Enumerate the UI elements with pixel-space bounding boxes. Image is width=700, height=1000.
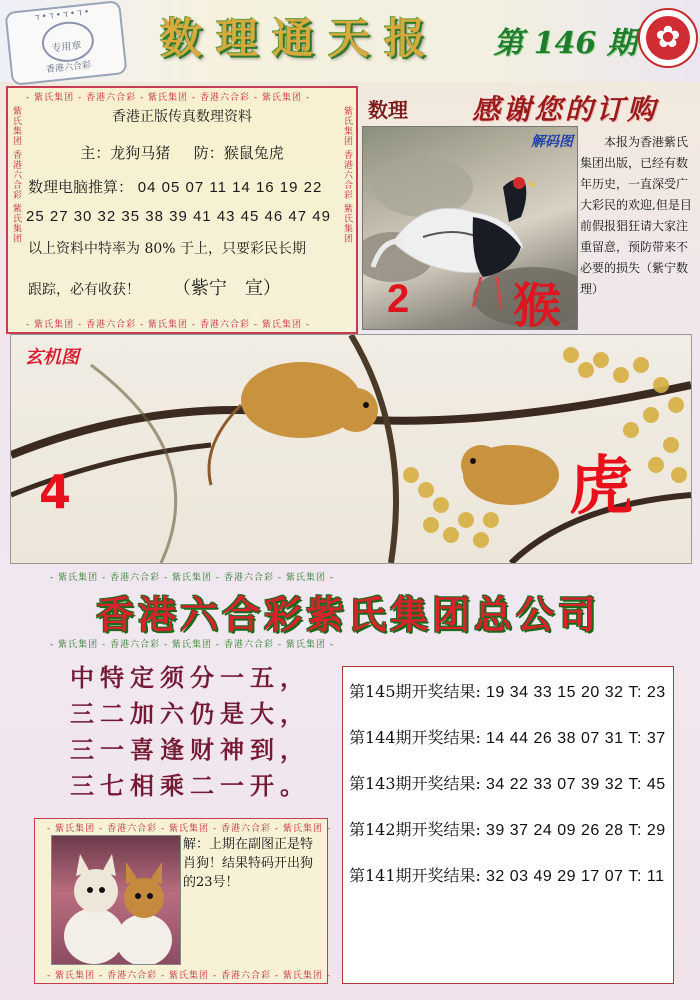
info-claim: 以上资料中特率为 80% 于上，只要彩民长期 xyxy=(28,241,307,257)
past-result-text: 解：上期在副图正是特肖狗！结果特码开出狗的23号！ xyxy=(183,837,314,890)
frame-bottom-text: - 紫氏集团 - 香港六合彩 - 紫氏集团 - 香港六合彩 - 紫氏集团 - xyxy=(26,320,311,330)
decode-label: 解码图 xyxy=(531,134,573,150)
info-numbers-2: 25 27 30 32 35 38 39 41 43 45 46 47 49 xyxy=(26,208,331,225)
info-numbers-1: 04 05 07 11 14 16 19 22 xyxy=(137,179,323,196)
newspaper-title: 数理通天报 xyxy=(159,14,440,63)
result-label: 第143期开奖结果: xyxy=(349,774,481,793)
poem-line-2: 三二加六仍是大， xyxy=(70,699,310,728)
result-label: 第144期开奖结果: xyxy=(349,728,481,747)
frame-top-text: - 紫氏集团 - 香港六合彩 - 紫氏集团 - 香港六合彩 - 紫氏集团 - xyxy=(26,93,311,103)
result-numbers: 32 03 49 29 17 07 T: 11 xyxy=(486,868,665,885)
banner-title: 香港六合彩紫氏集团总公司 xyxy=(95,592,600,637)
decode-picture xyxy=(362,126,578,330)
info-computer-label: 数理电脑推算： xyxy=(28,178,134,196)
mystery-zodiac: 虎 xyxy=(569,449,633,524)
mystery-number: 4 xyxy=(39,465,72,519)
decode-zodiac: 猴 xyxy=(513,278,562,330)
result-numbers: 14 44 26 38 07 31 T: 37 xyxy=(486,730,666,747)
info-follow xyxy=(28,274,348,300)
mystery-label: 玄机图 xyxy=(25,347,79,368)
stamp-top-text: ד•ד•ד•ד• xyxy=(34,7,92,24)
decode-number: 2 xyxy=(387,277,410,321)
result-numbers: 34 22 33 07 39 32 T: 45 xyxy=(486,776,666,793)
notice-text: 本报为香港紫氏集团出版，已经有数年历史，一直深受广大彩民的欢迎,但是目前假报猖狂请大家注重留意，预防带来不必要的损失（紫宁数理） xyxy=(580,135,692,296)
poem-line-4: 三七相乘二一开。 xyxy=(70,771,310,800)
frame-left-text: 紫氏集团 香港六合彩 紫氏集团 xyxy=(11,106,21,244)
poem-block xyxy=(70,658,330,798)
result-row xyxy=(349,817,669,840)
mystery-picture xyxy=(10,334,692,564)
result-row xyxy=(349,725,669,748)
bauhinia-icon: ✿ xyxy=(646,16,690,60)
frame-right-text: 紫氏集团 香港六合彩 紫氏集团 xyxy=(342,106,352,244)
seal-stamp xyxy=(4,0,127,86)
subscribe-header xyxy=(362,88,692,126)
result-label: 第141期开奖结果: xyxy=(349,866,481,885)
result-row xyxy=(349,863,669,886)
dog-photo xyxy=(51,835,181,965)
result-row xyxy=(349,679,669,702)
info-defense: 防：猴鼠兔虎 xyxy=(193,144,284,162)
hk-emblem-icon xyxy=(638,8,698,68)
result-numbers: 19 34 33 15 20 32 T: 23 xyxy=(486,684,666,701)
banner-frame-top: - 紫氏集团 - 香港六合彩 - 紫氏集团 - 香港六合彩 - 紫氏集团 - xyxy=(50,573,335,583)
results-table xyxy=(342,666,674,984)
stamp-inner-text: 专用章 xyxy=(50,40,82,55)
info-heading: 香港正版传真数理资料 xyxy=(112,109,252,125)
info-main: 主：龙狗马猪 xyxy=(80,144,171,162)
banner-frame-bottom: - 紫氏集团 - 香港六合彩 - 紫氏集团 - 香港六合彩 - 紫氏集团 - xyxy=(50,640,335,650)
past-result-box xyxy=(34,818,332,984)
info-box xyxy=(6,86,358,334)
result-numbers: 39 37 24 09 26 28 T: 29 xyxy=(486,822,666,839)
dogs-illustration xyxy=(52,836,180,964)
info-follow-text: 跟踪，必有收获！ xyxy=(28,282,140,298)
stamp-bottom-text: 香港六合彩 xyxy=(45,60,92,76)
result-label: 第145期开奖结果: xyxy=(349,682,481,701)
info-signature: （紫宁 宣） xyxy=(172,278,281,299)
company-banner xyxy=(40,568,656,654)
info-main-defense xyxy=(8,142,356,163)
result-label: 第142期开奖结果: xyxy=(349,820,481,839)
shuli-label: 数理 xyxy=(368,98,408,122)
past-frame-top: - 紫氏集团 - 香港六合彩 - 紫氏集团 - 香港六合彩 - 紫氏集团 - xyxy=(47,824,332,834)
poem-line-1: 中特定须分一五， xyxy=(70,663,310,692)
thanks-title: 感谢您的订购 xyxy=(472,93,659,126)
info-computer-line xyxy=(28,176,348,197)
past-frame-bottom: - 紫氏集团 - 香港六合彩 - 紫氏集团 - 香港六合彩 - 紫氏集团 - xyxy=(47,971,332,981)
issue-number: 第 146 期 xyxy=(493,26,637,61)
result-row xyxy=(349,771,669,794)
poem-line-3: 三一喜逢财神到， xyxy=(70,735,310,764)
